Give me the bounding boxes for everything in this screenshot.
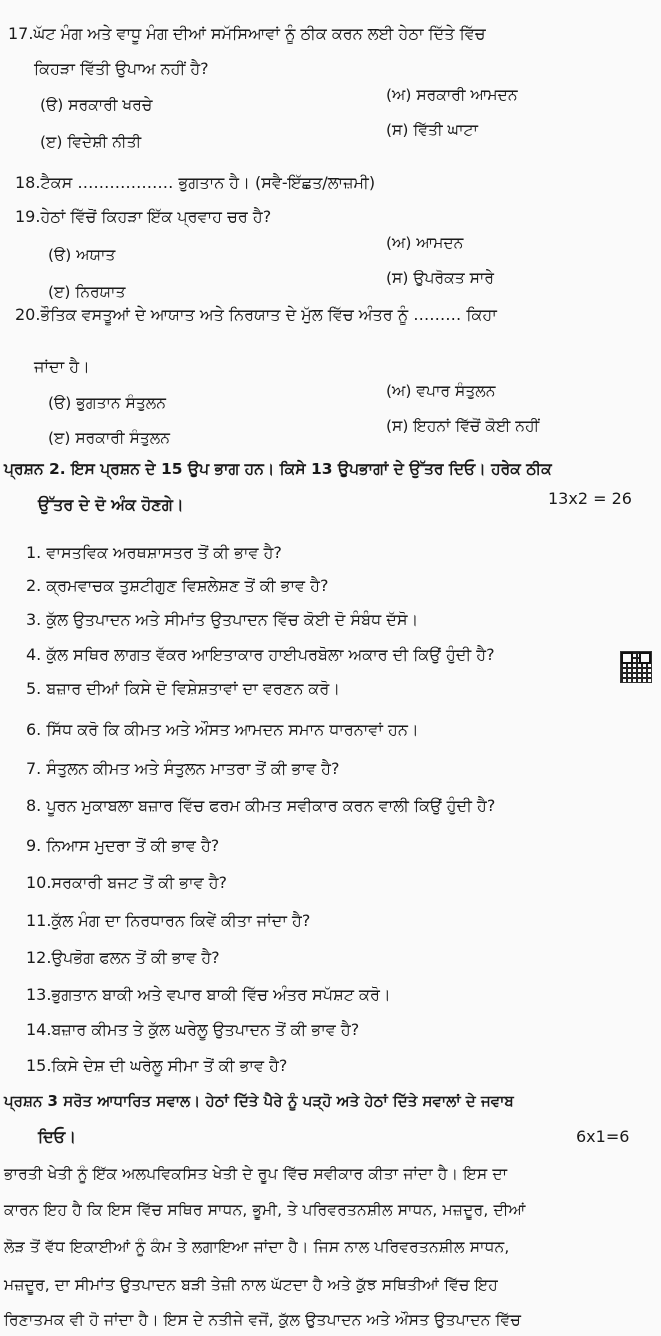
section2-question-12: 12.ਉਪਭੋਗ ਫਲਨ ਤੋਂ ਕੀ ਭਾਵ ਹੈ? — [26, 948, 220, 967]
section3-paragraph-line-2: ਕਾਰਨ ਇਹ ਹੈ ਕਿ ਇਸ ਵਿੱਚ ਸਥਿਰ ਸਾਧਨ, ਭੂਮੀ, ਤੇ ਪਰਿਵਰਤਨਸ਼ੀਲ ਸਾਧਨ, ਮਜ਼ਦੂਰ, ਦੀਆਂ — [4, 1201, 526, 1219]
section3-heading-line2: ਦਿਓ। — [38, 1127, 76, 1146]
section2-question-9: 9. ਨਿਆਸ ਮੁਦਰਾ ਤੋਂ ਕੀ ਭਾਵ ਹੈ? — [26, 836, 220, 855]
section2-question-13: 13.ਭੁਗਤਾਨ ਬਾਕੀ ਅਤੇ ਵਪਾਰ ਬਾਕੀ ਵਿੱਚ ਅੰਤਰ ਸਪੱਸ਼ਟ ਕਰੋ। — [26, 985, 391, 1004]
section3-heading-line1: ਪ੍ਰਸ਼ਨ 3 ਸਰੋਤ ਆਧਾਰਿਤ ਸਵਾਲ। ਹੇਠਾਂ ਦਿੱਤੇ ਪੈਰੇ ਨੂੰ ਪੜ੍ਹੋ ਅਤੇ ਹੇਠਾਂ ਦਿੱਤੇ ਸਵਾਲਾਂ ਦੇ ਜਵਾਬ — [4, 1092, 514, 1110]
q17-line2: ਕਿਹੜਾ ਵਿੱਤੀ ਉਪਾਅ ਨਹੀਂ ਹੈ? — [34, 59, 209, 78]
q17-line1: 17.ਘੱਟ ਮੰਗ ਅਤੇ ਵਾਧੂ ਮੰਗ ਦੀਆਂ ਸਮੱਸਿਆਵਾਂ ਨੂੰ ਠੀਕ ਕਰਨ ਲਈ ਹੇਠਾ ਦਿੱਤੇ ਵਿੱਚ — [8, 24, 486, 43]
section3-paragraph-line-3: ਲੋੜ ਤੋਂ ਵੱਧ ਇਕਾਈਆਂ ਨੂੰ ਕੰਮ ਤੇ ਲਗਾਇਆ ਜਾਂਦਾ ਹੈ। ਜਿਸ ਨਾਲ ਪਰਿਵਰਤਨਸ਼ੀਲ ਸਾਧਨ, — [4, 1238, 510, 1256]
q20-option-c: (ੲ) ਸਰਕਾਰੀ ਸੰਤੁਲਨ — [48, 429, 170, 447]
section2-heading-line1: ਪ੍ਰਸ਼ਨ 2. ਇਸ ਪ੍ਰਸ਼ਨ ਦੇ 15 ਉਪ ਭਾਗ ਹਨ। ਕਿਸੇ 13 ਉਪਭਾਗਾਂ ਦੇ ਉੱਤਰ ਦਿਓ। ਹਰੇਕ ਠੀਕ — [4, 460, 552, 478]
q20-option-a: (ੳ) ਭੁਗਤਾਨ ਸੰਤੁਲਨ — [48, 394, 166, 412]
section2-question-11: 11.ਕੁੱਲ ਮੰਗ ਦਾ ਨਿਰਧਾਰਨ ਕਿਵੇਂ ਕੀਤਾ ਜਾਂਦਾ ਹੈ? — [26, 911, 311, 930]
section3-paragraph-line-4: ਮਜ਼ਦੂਰ, ਦਾ ਸੀਮਾਂਤ ਉਤਪਾਦਨ ਬੜੀ ਤੇਜ਼ੀ ਨਾਲ ਘੱਟਦਾ ਹੈ ਅਤੇ ਕੁੱਝ ਸਥਿਤੀਆਂ ਵਿੱਚ ਇਹ — [4, 1276, 498, 1294]
section2-question-3: 3. ਕੁੱਲ ਉਤਪਾਦਨ ਅਤੇ ਸੀਮਾਂਤ ਉਤਪਾਦਨ ਵਿੱਚ ਕੋਈ ਦੋ ਸੰਬੰਧ ਦੱਸੋ। — [26, 610, 419, 629]
section2-heading-line2: ਉੱਤਰ ਦੇ ਦੋ ਅੰਕ ਹੋਣਗੇ। — [38, 495, 184, 514]
q20-line2: ਜਾਂਦਾ ਹੈ। — [34, 357, 90, 376]
section2-marks: 13x2 = 26 — [548, 489, 632, 508]
q19-option-a: (ੳ) ਅਯਾਤ — [48, 246, 116, 264]
section2-question-7: 7. ਸੰਤੁਲਨ ਕੀਮਤ ਅਤੇ ਸੰਤੁਲਨ ਮਾਤਰਾ ਤੋਂ ਕੀ ਭਾਵ ਹੈ? — [26, 759, 340, 778]
q20-line1: 20.ਭੌਤਿਕ ਵਸਤੂਆਂ ਦੇ ਆਯਾਤ ਅਤੇ ਨਿਰਯਾਤ ਦੇ ਮੁੱਲ ਵਿੱਚ ਅੰਤਰ ਨੂੰ ……… ਕਿਹਾ — [15, 305, 497, 324]
section3-marks: 6x1=6 — [576, 1127, 630, 1146]
q18-line1: 18.ਟੈਕਸ ……………… ਭੁਗਤਾਨ ਹੈ। (ਸਵੈ-ਇੱਛਤ/ਲਾਜ਼ਮੀ) — [15, 173, 376, 192]
q20-option-d: (ਸ) ਇਹਨਾਂ ਵਿੱਚੋਂ ਕੋਈ ਨਹੀਂ — [386, 417, 540, 435]
q17-option-a: (ੳ) ਸਰਕਾਰੀ ਖਰਚੇ — [40, 96, 153, 114]
qr-code-icon — [620, 651, 652, 683]
section2-question-1: 1. ਵਾਸਤਵਿਕ ਅਰਥਸ਼ਾਸਤਰ ਤੋਂ ਕੀ ਭਾਵ ਹੈ? — [26, 543, 282, 562]
q20-option-b: (ਅ) ਵਪਾਰ ਸੰਤੁਲਨ — [386, 382, 496, 400]
section2-question-4: 4. ਕੁੱਲ ਸਥਿਰ ਲਾਗਤ ਵੱਕਰ ਆਇਤਾਕਾਰ ਹਾਈਪਰਬੋਲਾ ਅਕਾਰ ਦੀ ਕਿਉਂ ਹੁੰਦੀ ਹੈ? — [26, 645, 495, 664]
q17-option-b: (ਅ) ਸਰਕਾਰੀ ਆਮਦਨ — [386, 86, 518, 104]
q17-option-d: (ਸ) ਵਿੱਤੀ ਘਾਟਾ — [386, 121, 478, 139]
section2-question-6: 6. ਸਿੱਧ ਕਰੋ ਕਿ ਕੀਮਤ ਅਤੇ ਔਸਤ ਆਮਦਨ ਸਮਾਨ ਧਾਰਨਾਵਾਂ ਹਨ। — [26, 720, 419, 739]
section3-paragraph-line-1: ਭਾਰਤੀ ਖੇਤੀ ਨੂੰ ਇੱਕ ਅਲਪਵਿਕਸਿਤ ਖੇਤੀ ਦੇ ਰੂਪ ਵਿੱਚ ਸਵੀਕਾਰ ਕੀਤਾ ਜਾਂਦਾ ਹੈ। ਇਸ ਦਾ — [4, 1165, 508, 1183]
q19-line1: 19.ਹੇਠਾਂ ਵਿੱਚੋਂ ਕਿਹੜਾ ਇੱਕ ਪ੍ਰਵਾਹ ਚਰ ਹੈ? — [15, 207, 272, 226]
section3-paragraph-line-5: ਰਿਣਾਤਮਕ ਵੀ ਹੋ ਜਾਂਦਾ ਹੈ। ਇਸ ਦੇ ਨਤੀਜੇ ਵਜੋਂ, ਕੁੱਲ ਉਤਪਾਦਨ ਅਤੇ ਔਸਤ ਉਤਪਾਦਨ ਵਿੱਚ — [4, 1311, 521, 1329]
section2-question-10: 10.ਸਰਕਾਰੀ ਬਜਟ ਤੋਂ ਕੀ ਭਾਵ ਹੈ? — [26, 873, 228, 892]
q19-option-c: (ੲ) ਨਿਰਯਾਤ — [48, 283, 126, 301]
section2-question-5: 5. ਬਜ਼ਾਰ ਦੀਆਂ ਕਿਸੇ ਦੋ ਵਿਸ਼ੇਸ਼ਤਾਵਾਂ ਦਾ ਵਰਣਨ ਕਰੋ। — [26, 679, 341, 698]
section2-question-14: 14.ਬਜ਼ਾਰ ਕੀਮਤ ਤੇ ਕੁੱਲ ਘਰੇਲੂ ਉਤਪਾਦਨ ਤੋਂ ਕੀ ਭਾਵ ਹੈ? — [26, 1020, 360, 1039]
q17-option-c: (ੲ) ਵਿਦੇਸ਼ੀ ਨੀਤੀ — [40, 133, 142, 151]
section2-question-8: 8. ਪੂਰਨ ਮੁਕਾਬਲਾ ਬਜ਼ਾਰ ਵਿੱਚ ਫਰਮ ਕੀਮਤ ਸਵੀਕਾਰ ਕਰਨ ਵਾਲੀ ਕਿਉਂ ਹੁੰਦੀ ਹੈ? — [26, 796, 496, 815]
section2-question-15: 15.ਕਿਸੇ ਦੇਸ਼ ਦੀ ਘਰੇਲੂ ਸੀਮਾ ਤੋਂ ਕੀ ਭਾਵ ਹੈ? — [26, 1056, 288, 1075]
section2-question-2: 2. ਕ੍ਰਮਵਾਚਕ ਤੁਸ਼ਟੀਗੁਣ ਵਿਸ਼ਲੇਸ਼ਣ ਤੋਂ ਕੀ ਭਾਵ ਹੈ? — [26, 576, 329, 595]
q19-option-d: (ਸ) ਉਪਰੋਕਤ ਸਾਰੇ — [386, 269, 494, 287]
q19-option-b: (ਅ) ਆਮਦਨ — [386, 234, 464, 252]
